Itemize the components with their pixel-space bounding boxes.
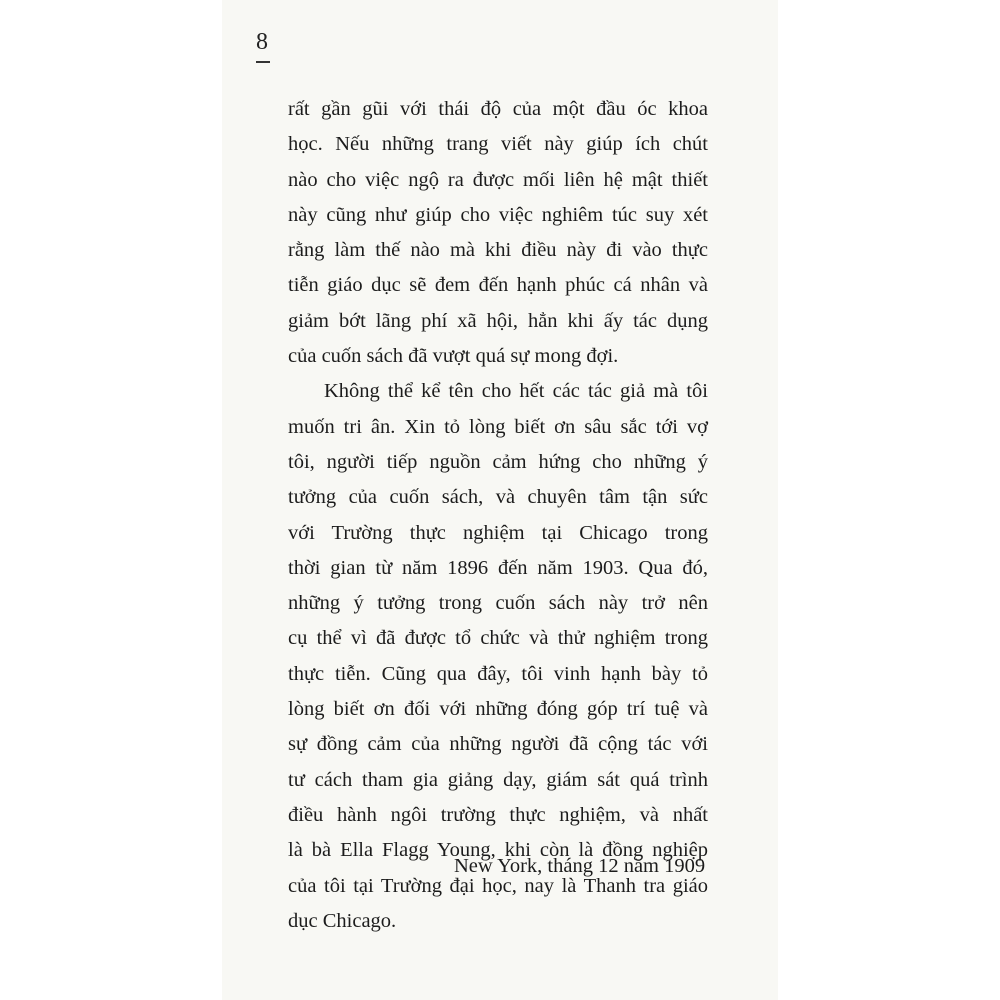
page-number: 8 [256, 29, 268, 55]
text-line: học. Nếu những trang viết này giúp ích chút [288, 133, 708, 156]
signature-place-date: New York, tháng 12 năm 1909 [454, 855, 706, 877]
text-line: nào cho việc ngộ ra được mối liên hệ mật thiết [288, 168, 708, 191]
text-line: tư cách tham gia giảng dạy, giám sát quá trình [288, 768, 708, 791]
text-line: tiễn giáo dục sẽ đem đến hạnh phúc cá nhân và [288, 274, 708, 297]
text-line: của tôi tại Trường đại học, nay là Thanh tra giáo [288, 874, 708, 897]
text-line: điều hành ngôi trường thực nghiệm, và nhất [288, 803, 708, 826]
text-line: cụ thể vì đã được tổ chức và thử nghiệm trong [288, 627, 708, 650]
body-text [288, 92, 708, 939]
text-line: dục Chicago. [288, 909, 397, 932]
text-line: rằng làm thế nào mà khi điều này đi vào thực [288, 239, 708, 262]
text-line: rất gần gũi với thái độ của một đầu óc khoa [288, 98, 708, 120]
text-line: Không thể kể tên cho hết các tác giả mà tôi [324, 380, 708, 403]
text-line: tưởng của cuốn sách, và chuyên tâm tận sức [288, 486, 708, 509]
text-line: những ý tưởng trong cuốn sách này trở nên [288, 592, 708, 615]
text-line: thực tiễn. Cũng qua đây, tôi vinh hạnh bày tỏ [288, 662, 708, 685]
text-line: thời gian từ năm 1896 đến năm 1903. Qua đó, [288, 556, 708, 579]
paragraph-1 [288, 92, 708, 374]
text-line: sự đồng cảm của những người đã cộng tác với [288, 733, 708, 756]
text-line: này cũng như giúp cho việc nghiêm túc suy xét [288, 203, 708, 226]
text-line: muốn tri ân. Xin tỏ lòng biết ơn sâu sắc tới vợ [288, 415, 708, 438]
page-number-underline [256, 61, 270, 63]
text-line: với Trường thực nghiệm tại Chicago trong [288, 521, 708, 544]
text-line: lòng biết ơn đối với những đóng góp trí tuệ và [288, 698, 708, 721]
text-line: tôi, người tiếp nguồn cảm hứng cho những ý [288, 450, 708, 473]
text-line: của cuốn sách đã vượt quá sự mong đợi. [288, 345, 619, 368]
text-line: là bà Ella Flagg Young, khi còn là đồng nghiệp [288, 839, 708, 862]
text-line: giảm bớt lãng phí xã hội, hẳn khi ấy tác dụng [288, 309, 708, 332]
